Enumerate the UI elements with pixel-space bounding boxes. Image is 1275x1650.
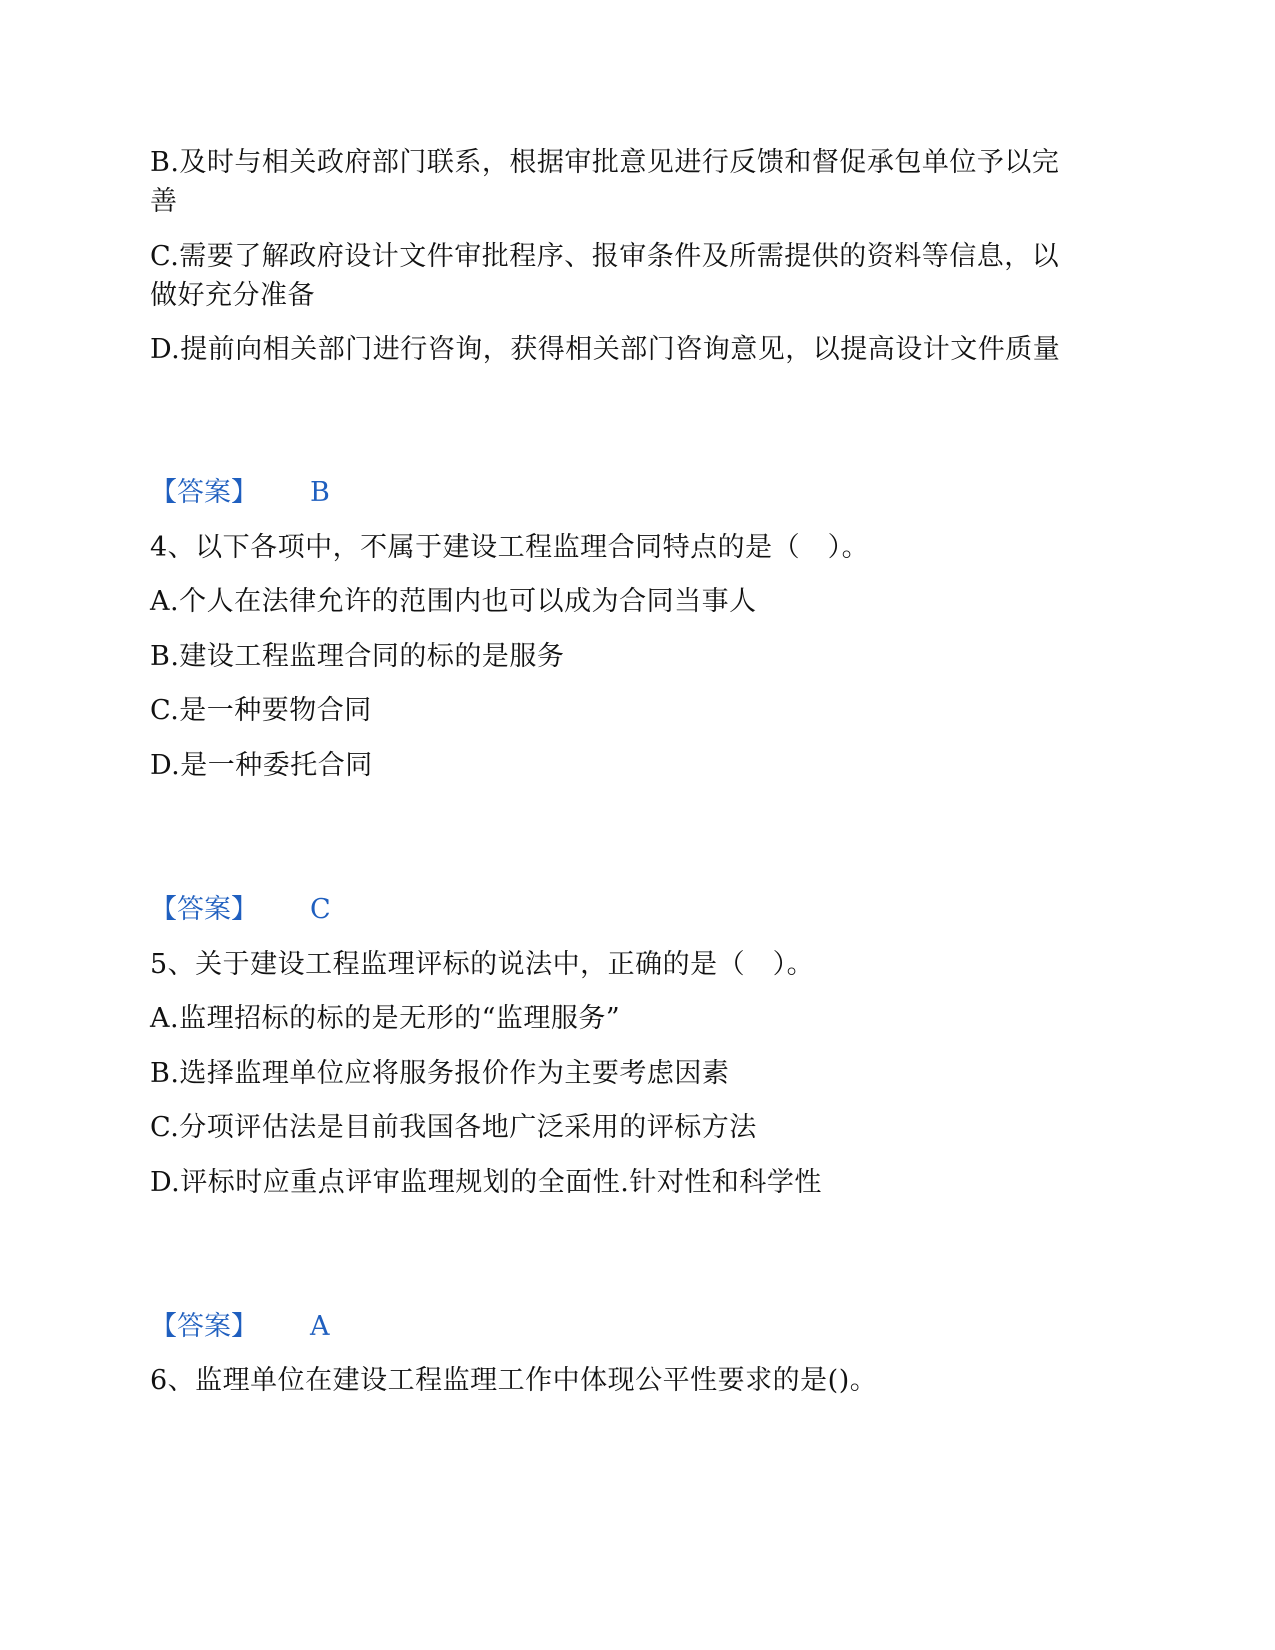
q3-option-d: D.提前向相关部门进行咨询，获得相关部门咨询意见，以提高设计文件质量 [150, 334, 1061, 365]
answer-value: C [310, 894, 331, 925]
answer-value: B [310, 477, 330, 508]
q5-answer [150, 1307, 330, 1347]
q3-option-b-line1: B.及时与相关政府部门联系，根据审批意见进行反馈和督促承包单位予以完 [150, 147, 1060, 178]
q3-answer [150, 473, 330, 513]
answer-label: 【答案】 [150, 894, 258, 925]
q3-option-b-line2: 善 [150, 186, 178, 217]
q3-option-c-line1: C.需要了解政府设计文件审批程序、报审条件及所需提供的资料等信息，以 [150, 241, 1060, 272]
q3-option-c-line2: 做好充分准备 [150, 280, 315, 311]
q5-option-b: B.选择监理单位应将服务报价作为主要考虑因素 [150, 1058, 730, 1089]
q4-option-d: D.是一种委托合同 [150, 750, 373, 781]
q4-option-c: C.是一种要物合同 [150, 695, 372, 726]
q4-option-b: B.建设工程监理合同的标的是服务 [150, 641, 565, 672]
q5-option-a: A.监理招标的标的是无形的“监理服务” [150, 1003, 621, 1034]
q4-option-a: A.个人在法律允许的范围内也可以成为合同当事人 [150, 586, 757, 617]
q4-question: 4、以下各项中，不属于建设工程监理合同特点的是（ ）。 [150, 532, 870, 563]
q5-question: 5、关于建设工程监理评标的说法中，正确的是（ ）。 [150, 949, 815, 980]
q5-option-c: C.分项评估法是目前我国各地广泛采用的评标方法 [150, 1112, 757, 1143]
answer-label: 【答案】 [150, 1311, 258, 1342]
q5-option-d: D.评标时应重点评审监理规划的全面性.针对性和科学性 [150, 1167, 822, 1198]
q6-question: 6、监理单位在建设工程监理工作中体现公平性要求的是()。 [150, 1365, 878, 1396]
q4-answer [150, 890, 331, 930]
answer-value: A [310, 1311, 330, 1342]
answer-label: 【答案】 [150, 477, 258, 508]
